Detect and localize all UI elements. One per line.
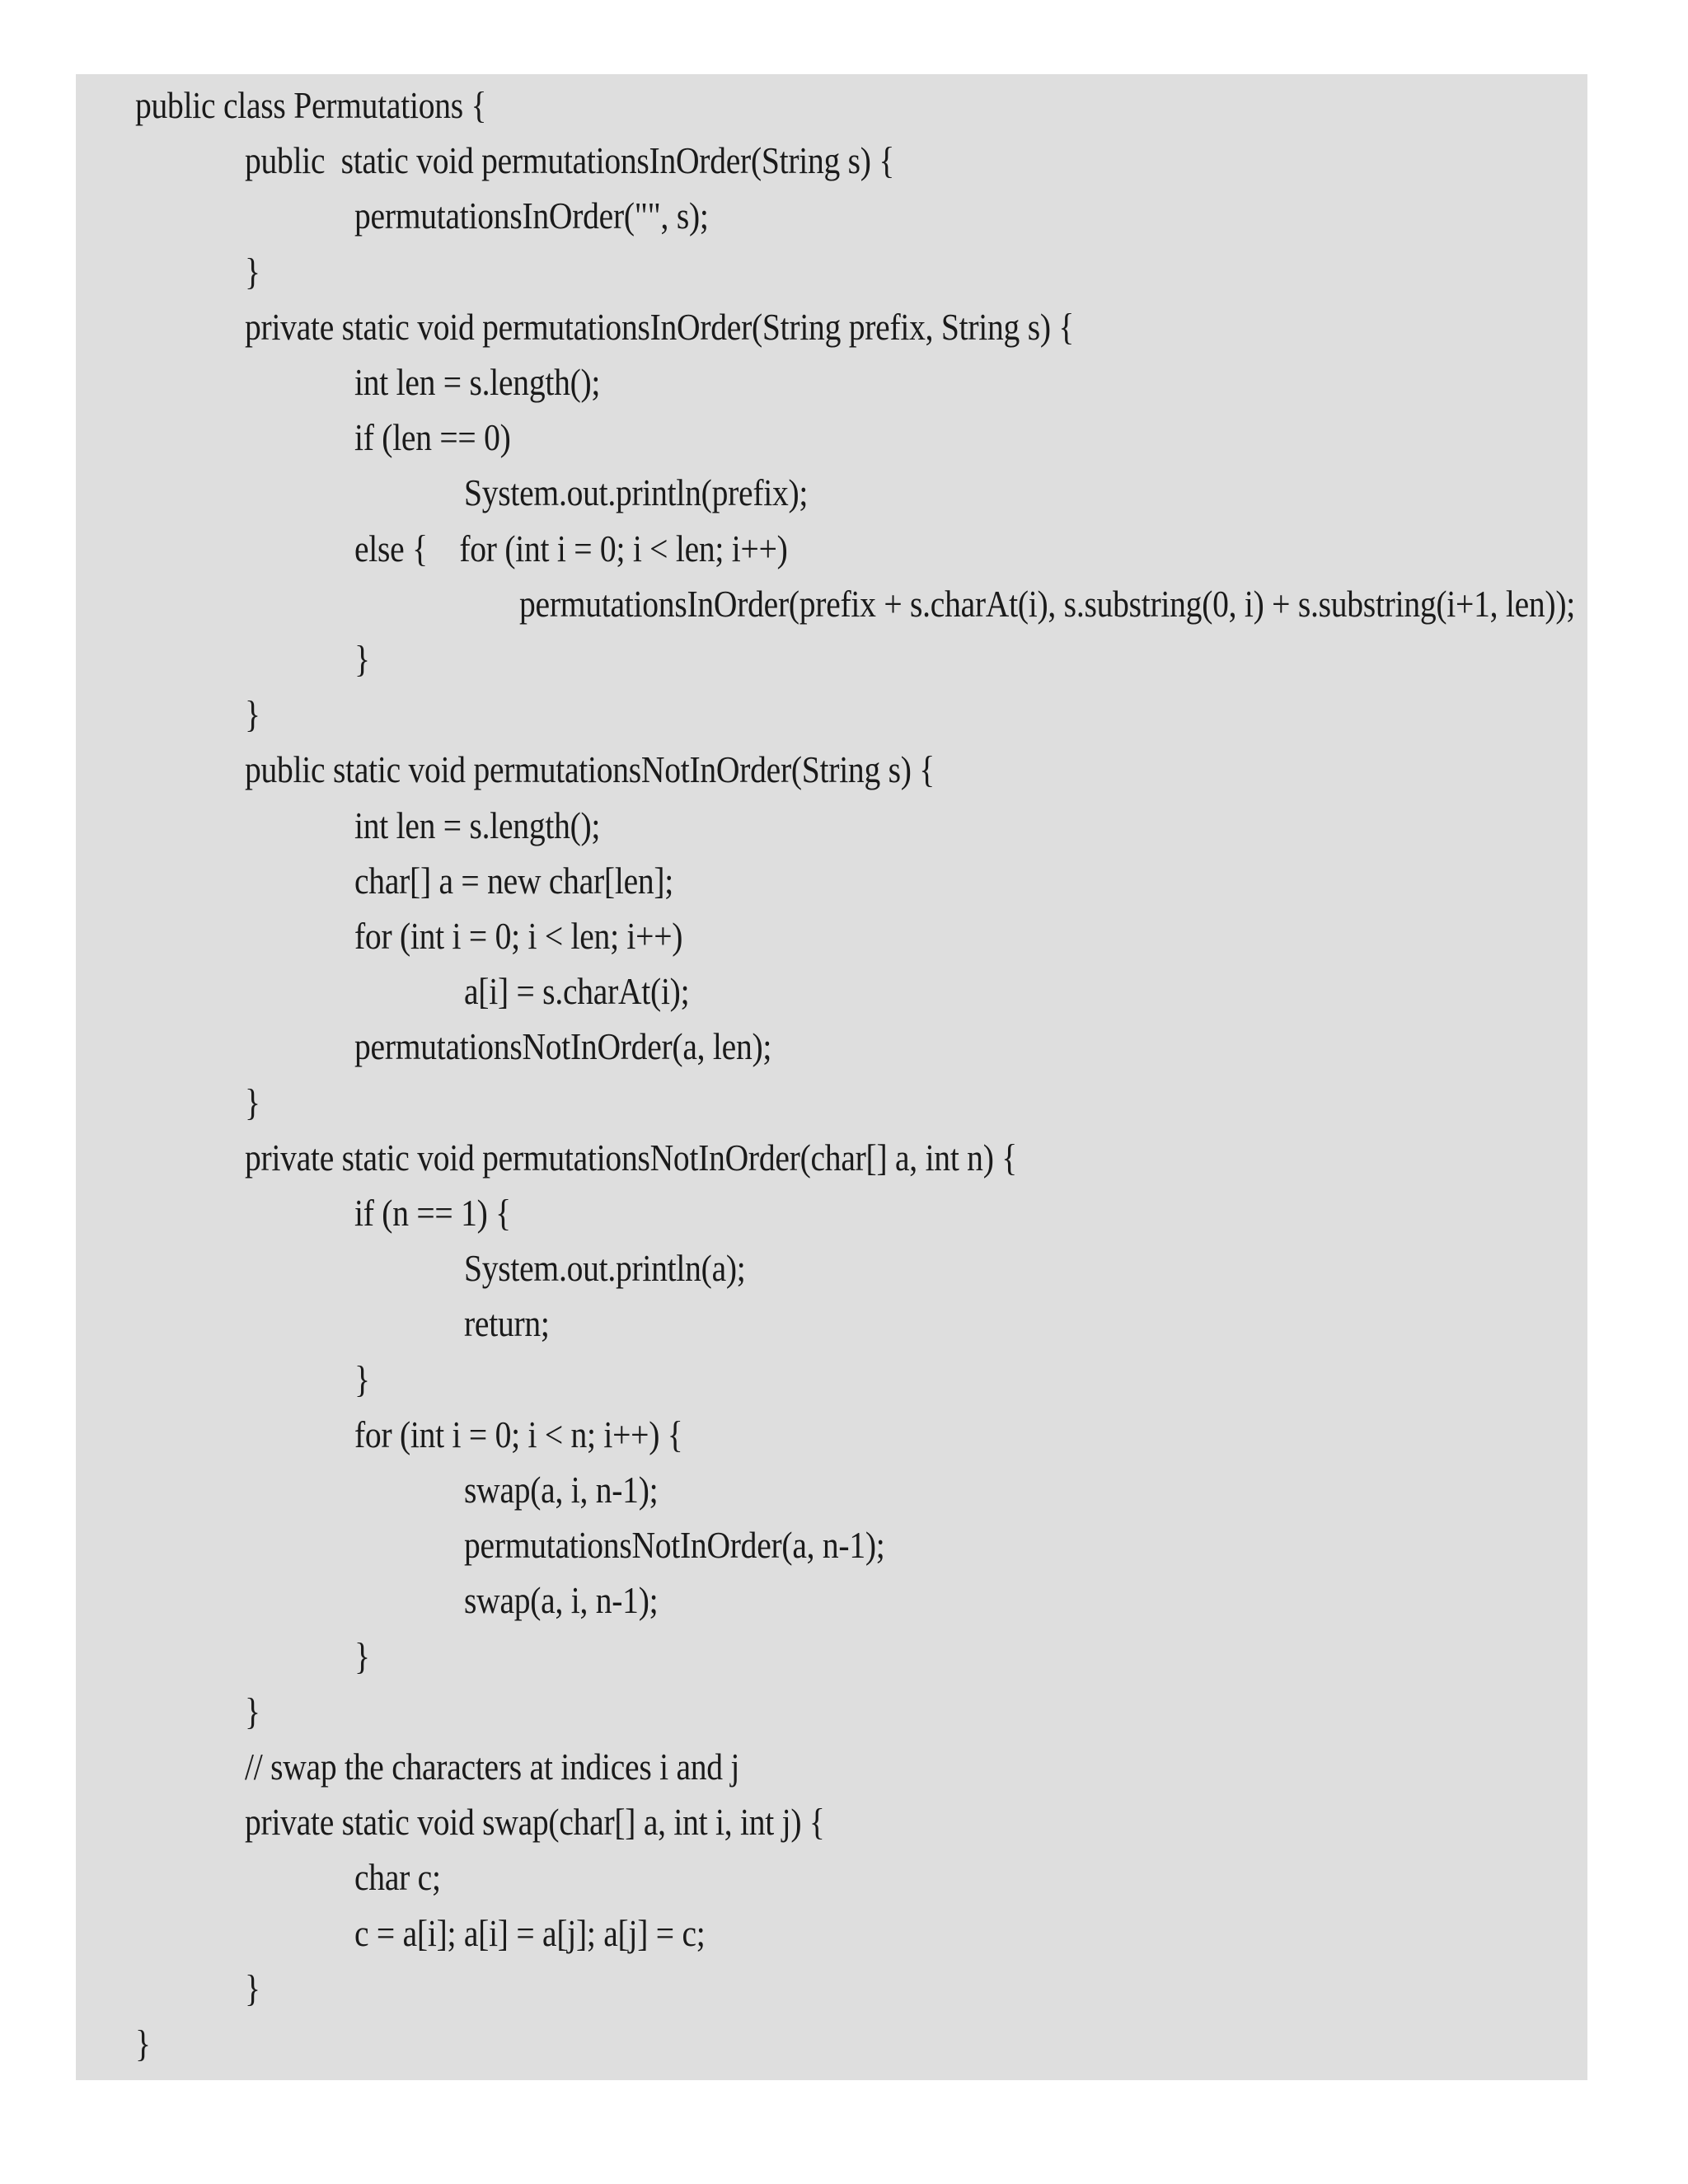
code-line: public static void permutationsNotInOrder(String s) {	[245, 748, 935, 791]
code-line: swap(a, i, n-1);	[464, 1469, 659, 1511]
code-line: }	[135, 2022, 151, 2064]
code-line: }	[245, 693, 260, 736]
code-line: }	[245, 250, 260, 293]
code-line: permutationsNotInOrder(a, n-1);	[464, 1524, 885, 1567]
code-listing	[76, 74, 1587, 2080]
code-line: permutationsNotInOrder(a, len);	[354, 1025, 772, 1068]
code-line: a[i] = s.charAt(i);	[464, 970, 690, 1013]
code-line: }	[245, 1080, 260, 1123]
code-line: private static void permutationsNotInOrder(char[] a, int n) {	[245, 1136, 1017, 1179]
code-line: public static void permutationsInOrder(String s) {	[245, 139, 895, 182]
code-line: char c;	[354, 1856, 441, 1899]
code-line: for (int i = 0; i < n; i++) {	[354, 1413, 683, 1455]
code-lines	[76, 74, 1587, 2080]
code-line: char[] a = new char[len];	[354, 859, 674, 902]
code-line: return;	[464, 1302, 550, 1345]
code-line: if (n == 1) {	[354, 1192, 511, 1234]
code-line: swap(a, i, n-1);	[464, 1579, 659, 1622]
code-line: }	[354, 1357, 370, 1400]
code-line: private static void swap(char[] a, int i, int j) {	[245, 1801, 825, 1844]
code-line: else { for (int i = 0; i < len; i++)	[354, 527, 788, 569]
code-line: System.out.println(a);	[464, 1247, 746, 1290]
code-line: c = a[i]; a[i] = a[j]; a[j] = c;	[354, 1911, 706, 1954]
code-line: }	[245, 1690, 260, 1732]
code-line: // swap the characters at indices i and j	[245, 1746, 740, 1788]
code-line: private static void permutationsInOrder(String prefix, String s) {	[245, 305, 1075, 348]
code-line: if (len == 0)	[354, 416, 511, 459]
code-line: permutationsInOrder(prefix + s.charAt(i), s.substring(0, i) + s.substring(i+1, len));	[518, 582, 1575, 625]
code-line: public class Permutations {	[135, 84, 487, 126]
code-line: }	[245, 1966, 260, 2009]
code-line: System.out.println(prefix);	[464, 471, 809, 514]
code-line: permutationsInOrder("", s);	[354, 194, 709, 237]
code-line: }	[354, 1634, 370, 1677]
code-line: for (int i = 0; i < len; i++)	[354, 915, 683, 957]
code-line: int len = s.length();	[354, 804, 601, 846]
code-line: int len = s.length();	[354, 361, 601, 403]
code-line: }	[354, 638, 370, 680]
